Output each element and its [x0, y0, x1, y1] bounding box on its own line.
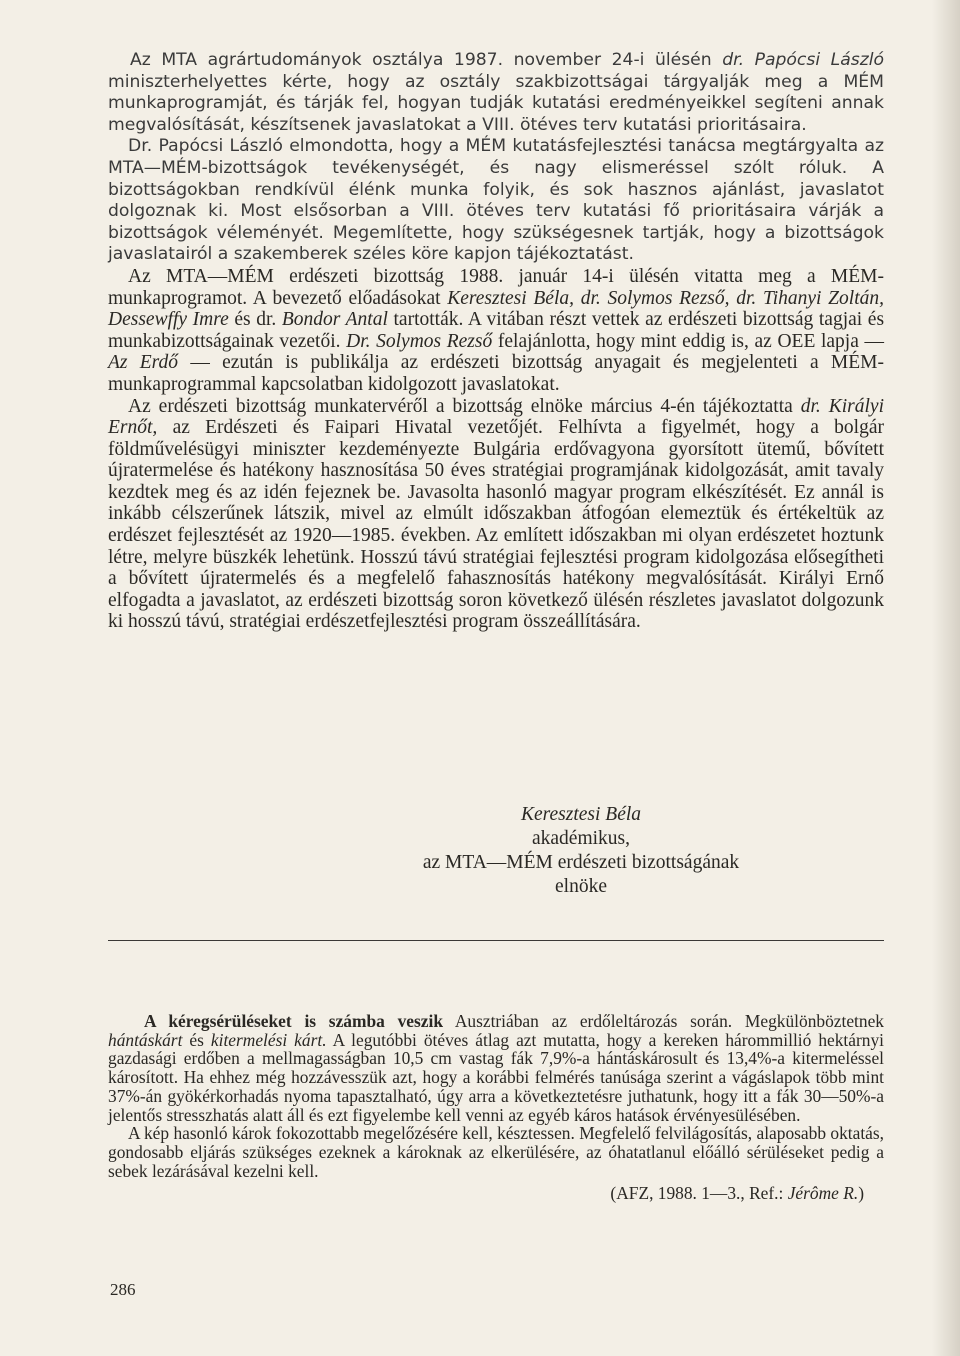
person-name: Dr. Solymos Rezső: [346, 330, 493, 352]
abstract-reference: (AFZ, 1988. 1—3., Ref.: Jérôme R.): [610, 1183, 864, 1204]
page-number: 286: [110, 1280, 136, 1299]
section-divider: [108, 940, 884, 941]
referee-name: Jérôme R.: [787, 1183, 859, 1204]
abstract-paragraph-1: A kéregsérüléseket is számba veszik Ausztriában az erdőleltározás során. Megkülönböztetnek hántáskárt és kitermelési kárt. A legutóbbi ötéves átlag azt mutatta, hogy a kereken hárommillió hektárnyi gazdasági erdőben a mellmagasságban 10,5 cm vastag fák 7,9%-a hántáskárosult és 13,4%-a kitermeléssel károsított. Ha ehhez még hozzávesszük azt, hogy a korábbi felmérés tanúsága szerint a vágáslapok több mint 37%-án gyökérkorhadás nyoma tapasztalható, úgy arra a következtetésre juthatunk, hogy itt a fák 30—50%-a jelentős stresszhatás alatt áll és ezt figyelembe kell venni az egyéb káros hatások érvényesülésében.: [108, 1011, 884, 1125]
person-name: Királyi Ernőt,: [108, 395, 884, 439]
signature-position: elnöke: [555, 876, 607, 897]
signature-block: [108, 803, 884, 899]
paragraph-3: Az MTA—MÉM erdészeti bizottság 1988. január 14-i ülésén vitatta meg a MÉM-munkaprogramot. A bevezető előadásokat Keresztesi Béla, dr. Solymos Rezső, dr. Tihanyi Zoltán, Dessewffy Imre és dr. Bondor Antal tartották. A vitában részt vettek az erdészeti bizottság tagjai és munkabizottságainak vezetői. Dr. Solymos Rezső felajánlotta, hogy mint eddig is, az OEE lapja — Az Erdő — ezután is publikálja az erdészeti bizottság anyagait és megjelenteti a MÉM-munkaprogrammal kapcsolatban kidolgozott javaslatokat.: [108, 265, 885, 395]
abstract-lead: A kéregsérüléseket is számba veszik: [144, 1011, 444, 1031]
paragraph-2: Dr. Papócsi László elmondotta, hogy a MÉM kutatásfejlesztési tanácsa megtárgyalta az MTA—MÉM-bizottságok tevékenységét, és nagy elismeréssel szólt róluk. A bizottságokban rendkívül élénk munka folyik, és sok hasznos ajánlást, javaslatot dolgoznak ki. Most elsősorban a VIII. ötéves terv kutatási fő prioritásaira várják a bizottságok véleményét. Megemlítette, hogy szükségesnek tartják, hogy a bizottságok javaslatairól a szakemberek széles köre kapjon tájékoztatást.: [108, 136, 884, 265]
abstract-paragraph-2: A kép hasonló károk fokozottabb megelőzésére kell, késztessen. Megfelelő felvilágosítás, alaposabb oktatás, gondosabb eljárás szükséges ezeknek a károknak az elkerülésére, az óhatatlanul előálló sérüléseket pedig a sebek lezárásával kezelni kell.: [108, 1123, 884, 1181]
article-body: [108, 50, 884, 633]
abstract-section: [108, 1012, 884, 1203]
signature-role: az MTA—MÉM erdészeti bizottságának: [422, 852, 740, 873]
signature-title: akadémikus,: [531, 828, 630, 849]
paragraph-4: Az erdészeti bizottság munkatervéről a bizottság elnöke március 4-én tájékoztatta dr. Királyi Ernőt, az Erdészeti és Faipari Hivatal vezetőjét. Felhívta a figyelmét, hogy a bolgár földművelésügyi miniszter kezdeményezte Bulgária erdővagyona gyorsított ütemű, bővített újratermelése és hatékony hasznosítása 50 éves stratégiai programjának kidolgozását, amit tavaly kezdtek meg és az idén fejeznek be. Javasolta hasonló magyar program elkészítését. Ez annál is inkább célszerűnek látszik, mivel az elmúlt időszakban átfogóan elemeztük és értékeltük az erdészet fejlesztését az 1920—1985. években. Az említett időszakban mi olyan erdészetet hoztunk létre, melyre büszkék lehetünk. Hosszú távú stratégiai fejlesztési program kidolgozása elősegítheti a bővített újratermelés és a megfelelő fahasznosítás hatékony megvalósítását. Királyi Ernő elfogadta a javaslatot, az erdészeti bizottság soron következő ülésén részletes javaslatot dolgozunk ki hosszú távú, stratégiai erdészetfejlesztési program összeállítására.: [108, 395, 884, 633]
page-edge-shadow: [932, 0, 960, 1356]
journal-title: Az Erdő: [108, 352, 179, 374]
person-name: dr. Papócsi László: [722, 50, 885, 70]
paragraph-1: Az MTA agrártudományok osztálya 1987. november 24-i ülésén dr. Papócsi László miniszterhelyettes kérte, hogy az osztály szakbizottságai tárgyalják meg a MÉM munkaprogramját, és tárják fel, hogyan tudják kutatási eredményeikkel segíteni annak megvalósítását, készítsenek javaslatokat a VIII. ötéves terv kutatási prioritásaira.: [108, 50, 885, 135]
signature-name: Keresztesi Béla: [520, 804, 642, 825]
person-names: Keresztesi Béla, dr. Solymos Rezső, dr. Tihanyi Zoltán, Dessewffy Imre: [108, 287, 884, 331]
person-name: Bondor Antal: [281, 309, 388, 331]
